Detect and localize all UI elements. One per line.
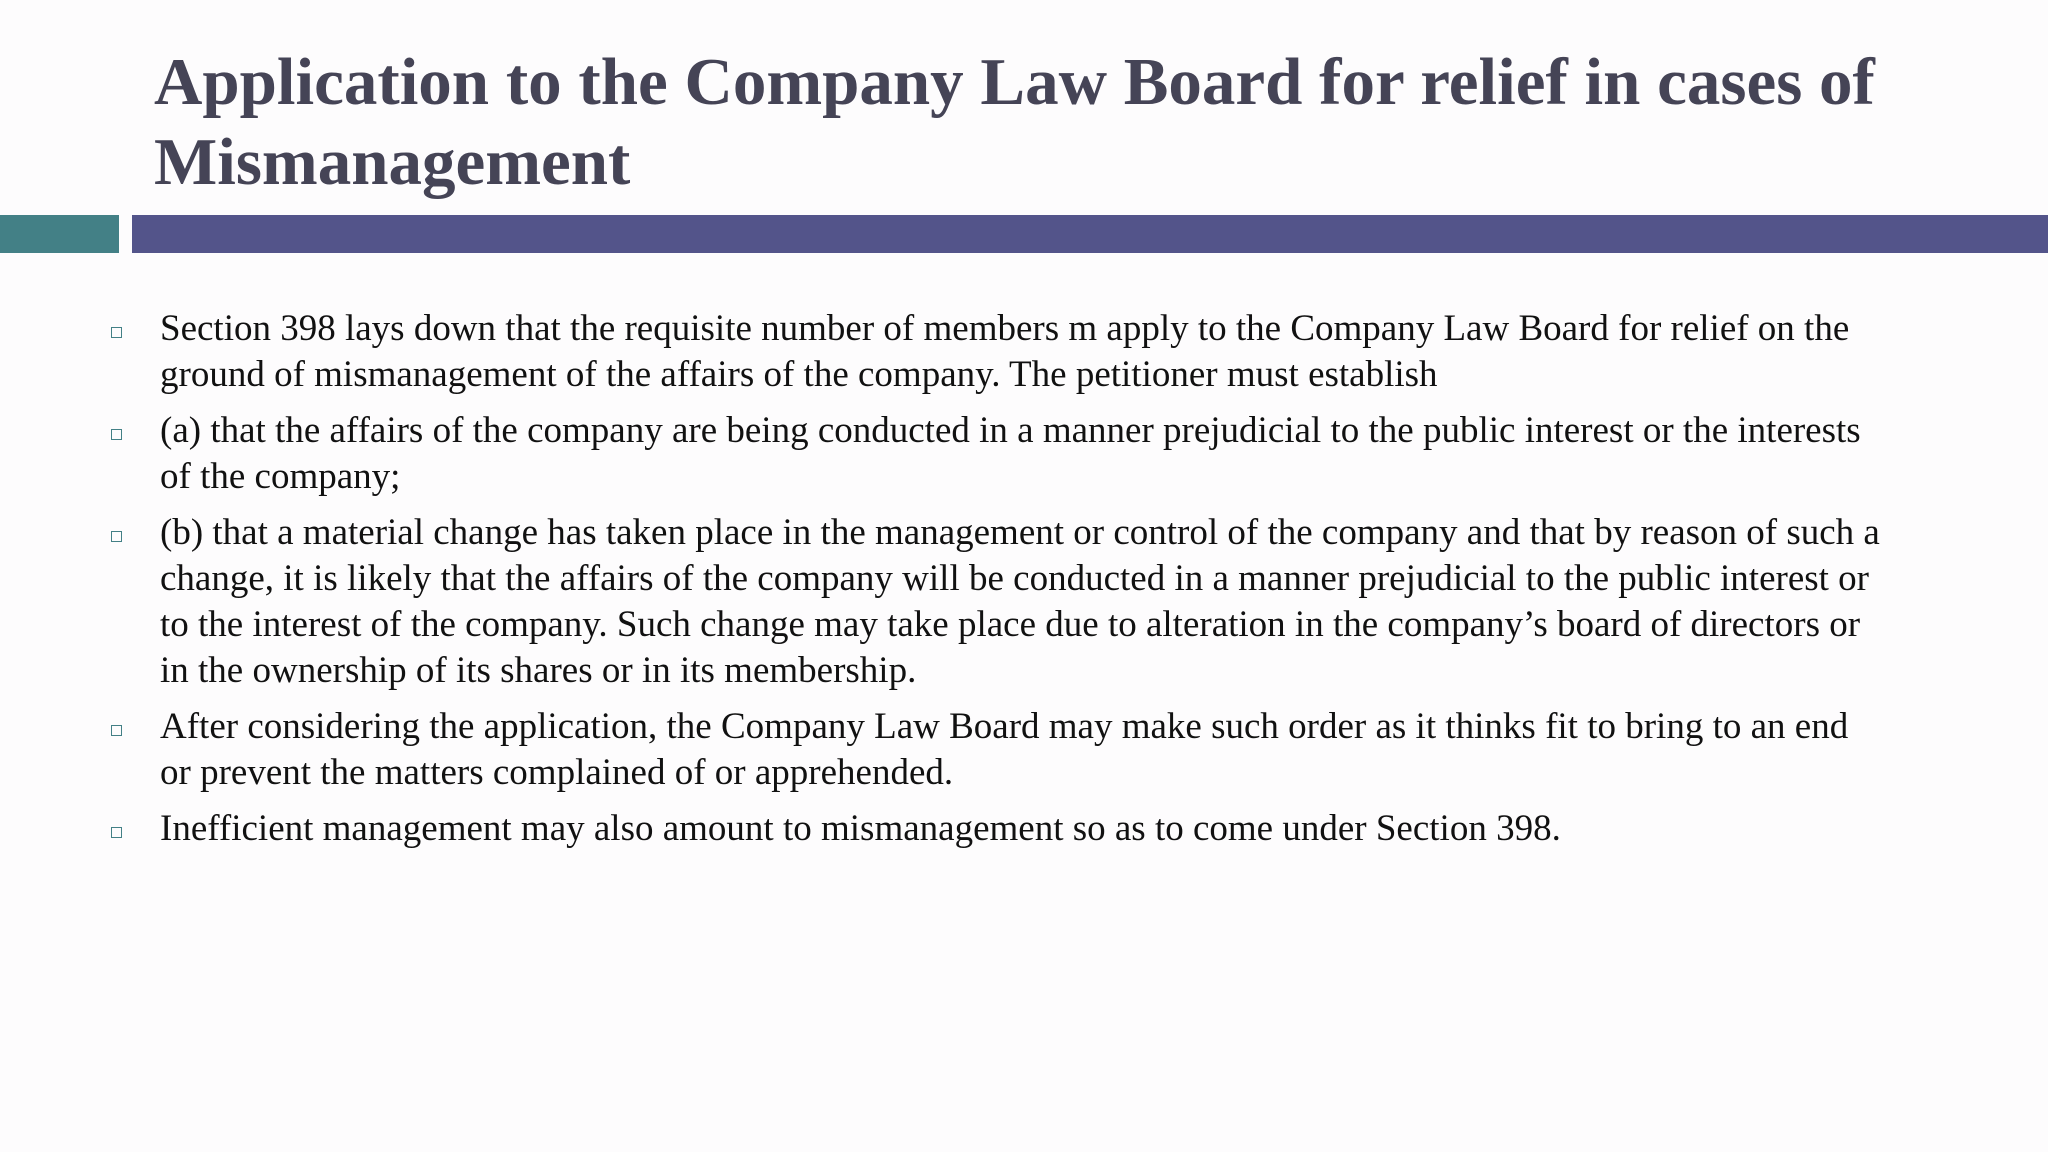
slide-title: Application to the Company Law Board for relief in cases of Mismanagement (154, 45, 1875, 199)
square-bullet-icon (111, 531, 122, 542)
square-bullet-icon (111, 725, 122, 736)
bullet-list (0, 306, 2048, 862)
square-bullet-icon (111, 827, 122, 838)
title-accent-bar-purple (132, 215, 2048, 253)
bullet-text: Inefficient management may also amount to mismanagement so as to come under Section 398. (160, 808, 1561, 849)
bullet-text: (a) that the affairs of the company are being conducted in a manner prejudicial to the public interest or the interests of the company; (160, 410, 1861, 497)
bullet-item (0, 806, 2048, 852)
bullet-item (0, 306, 2048, 398)
bullet-text: Section 398 lays down that the requisite number of members m apply to the Company Law Board for relief on the ground of mismanagement of the affairs of the company. The petitioner must establish (160, 308, 1850, 395)
bullet-text: (b) that a material change has taken place in the management or control of the company and that by reason of such a change, it is likely that the affairs of the company will be conducted in a manner prejudicial to the public interest or to the interest of the company. Such change may take place due to alteration in the company’s board of directors or in the ownership of its shares or in its membership. (160, 512, 1880, 691)
square-bullet-icon (111, 429, 122, 440)
square-bullet-icon (111, 327, 122, 338)
bullet-text: After considering the application, the Company Law Board may make such order as it thinks fit to bring to an end or prevent the matters complained of or apprehended. (160, 706, 1849, 793)
bullet-item (0, 704, 2048, 796)
bullet-item (0, 408, 2048, 500)
bullet-item (0, 510, 2048, 694)
title-accent-bar-teal (0, 215, 119, 253)
